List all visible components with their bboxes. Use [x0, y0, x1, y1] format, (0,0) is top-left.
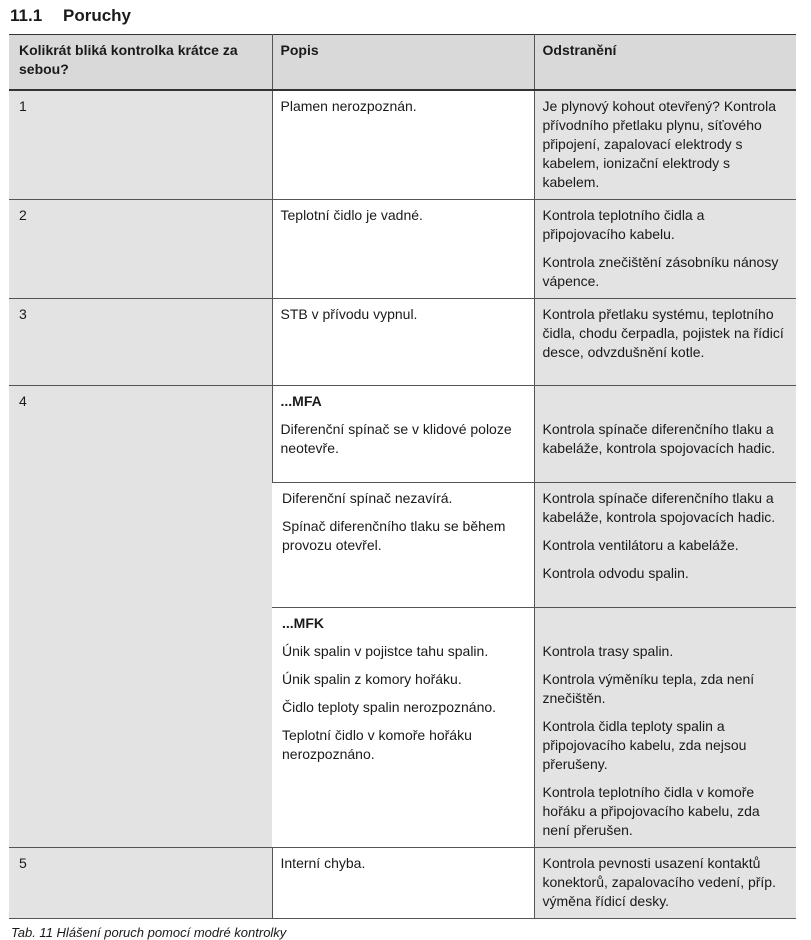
device-subheading: ...MFA	[280, 392, 322, 409]
description-cell	[272, 90, 534, 200]
header-blink-count: Kolikrát bliká kontrolka krátce za sebou?	[19, 42, 238, 77]
table-row	[9, 199, 796, 298]
remedy-text: Kontrola pevnosti usazení kontaktů konektorů, zapalovacího vedení, příp. výměna řídicí desky.	[542, 854, 776, 909]
description-cell	[272, 482, 534, 607]
table-row	[9, 90, 796, 200]
remedy-text: Kontrola odvodu spalin.	[542, 564, 689, 581]
blink-count-cell: 2	[9, 199, 272, 298]
section-heading	[10, 6, 811, 28]
remedy-spacer	[543, 392, 789, 411]
remedy-cell	[534, 847, 796, 918]
description-text: Únik spalin z komory hořáku.	[282, 670, 462, 687]
description-cell	[272, 298, 534, 385]
header-remedy: Odstranění	[534, 35, 796, 90]
remedy-text: Kontrola přetlaku systému, teplotního čidla, chodu čerpadla, pojistek na řídicí desce, odvzdušnění kotle.	[542, 305, 784, 360]
remedy-text: Kontrola čidla teploty spalin a připojovacího kabelu, zda nejsou přerušeny.	[542, 717, 747, 772]
device-subheading: ...MFK	[282, 614, 324, 631]
description-cell	[272, 199, 534, 298]
section-number: 11.1	[10, 6, 43, 25]
remedy-cell	[534, 482, 796, 607]
description-cell	[272, 847, 534, 918]
blink-count-cell: 3	[9, 298, 272, 385]
description-text: Únik spalin v pojistce tahu spalin.	[282, 642, 489, 659]
description-text: Spínač diferenčního tlaku se během provozu otevřel.	[282, 517, 506, 553]
remedy-cell	[534, 90, 796, 200]
table-caption: Tab. 11 Hlášení poruch pomocí modré kontrolky	[11, 924, 287, 940]
remedy-text: Kontrola teplotního čidla a připojovacího kabelu.	[542, 206, 705, 242]
remedy-cell	[534, 298, 796, 385]
remedy-text: Kontrola teplotního čidla v komoře hořáku a připojovacího kabelu, zda není přerušen.	[542, 783, 760, 838]
blink-count-cell: 5	[9, 847, 272, 918]
remedy-text: Kontrola spínače diferenčního tlaku a kabeláže, kontrola spojovacích hadic.	[542, 489, 776, 525]
description-cell	[272, 385, 534, 482]
section-title: Poruchy	[63, 6, 132, 25]
remedy-text: Kontrola ventilátoru a kabeláže.	[542, 536, 739, 553]
description-text: Čidlo teploty spalin nerozpoznáno.	[282, 698, 497, 715]
description-text: Diferenční spínač nezavírá.	[282, 489, 453, 506]
header-description: Popis	[272, 35, 534, 90]
table-header-row	[9, 35, 796, 90]
table-row	[9, 298, 796, 385]
description-text: STB v přívodu vypnul.	[280, 305, 418, 322]
blink-count-cell: 1	[9, 90, 272, 200]
description-text: Plamen nerozpoznán.	[280, 97, 417, 114]
remedy-text: Kontrola trasy spalin.	[542, 642, 674, 659]
description-text: Teplotní čidlo je vadné.	[280, 206, 423, 223]
remedy-text: Kontrola spínače diferenčního tlaku a kabeláže, kontrola spojovacích hadic.	[542, 420, 776, 456]
table-row	[9, 385, 796, 482]
remedy-text: Je plynový kohout otevřený? Kontrola přívodního přetlaku plynu, síťového připojení, zapalovací elektrody s kabelem, ionizační elektrody s kabelem.	[542, 97, 776, 190]
remedy-text: Kontrola výměníku tepla, zda není znečištěn.	[542, 670, 755, 706]
remedy-cell	[534, 199, 796, 298]
table-row	[9, 847, 796, 918]
description-text: Interní chyba.	[280, 854, 366, 871]
remedy-cell	[534, 607, 796, 847]
description-text: Diferenční spínač se v klidové poloze neotevře.	[280, 420, 512, 456]
remedy-cell	[534, 385, 796, 482]
remedy-spacer	[543, 614, 789, 633]
description-text: Teplotní čidlo v komoře hořáku nerozpoznáno.	[282, 726, 472, 762]
remedy-text: Kontrola znečištění zásobníku nánosy vápence.	[542, 253, 779, 289]
blink-count-cell: 4	[9, 385, 272, 847]
fault-table	[9, 34, 796, 919]
description-cell	[272, 607, 534, 847]
